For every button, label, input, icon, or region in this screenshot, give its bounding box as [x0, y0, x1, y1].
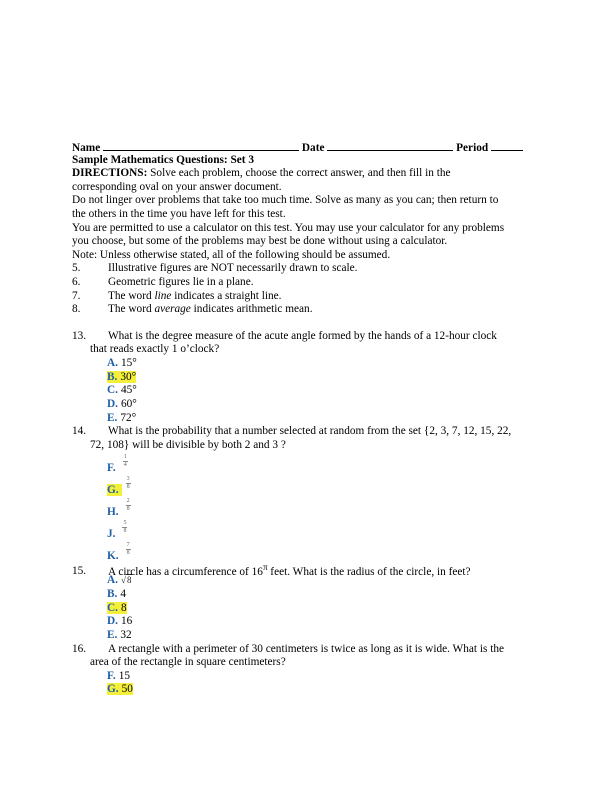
directions-line-3: Do not linger over problems that take too much time. Solve as many as you can; then return to [72, 194, 499, 207]
fraction: $\frac{1}{4}$ [123, 454, 127, 469]
page-title: Sample Mathematics Questions: Set 3 [72, 153, 254, 166]
question-stem-cont: that reads exactly 1 o’clock? [90, 343, 220, 356]
date-label: Date [301, 142, 325, 154]
answer-choice-f[interactable]: F. $\frac{1}{4}$ [107, 454, 127, 474]
header-line [72, 140, 542, 154]
answer-choice-b[interactable]: B. 4 [107, 587, 127, 600]
answer-choice-d[interactable]: D. 60° [107, 397, 137, 410]
directions-label: DIRECTIONS: [72, 167, 148, 180]
answer-choice-c[interactable]: C. 8 [107, 601, 127, 614]
question-stem: 13. What is the degree measure of the acute angle formed by the hands of a 12-hour clock [72, 329, 497, 342]
question-15 [72, 561, 542, 643]
period-blank [491, 140, 523, 151]
note-item: 5. Illustrative figures are NOT necessarily drawn to scale. [72, 262, 358, 275]
directions-line-7: Note: Unless otherwise stated, all of the following should be assumed. [72, 248, 391, 261]
answer-choice-c[interactable]: C. 45° [107, 384, 137, 397]
date-blank [327, 140, 453, 151]
fraction: $\frac{5}{8}$ [123, 520, 127, 535]
question-stem-cont: area of the rectangle in square centimeters? [90, 656, 286, 669]
note-item: 7. The word line indicates a straight line. [72, 289, 282, 302]
directions-line-1: DIRECTIONS: Solve each problem, choose the correct answer, and then fill in the [72, 167, 451, 180]
answer-choice-e[interactable]: E. 32 [107, 628, 132, 641]
note-item: 6. Geometric figures lie in a plane. [72, 275, 254, 288]
answer-choice-g[interactable]: G. 50 [107, 683, 133, 696]
fraction: $\frac{7}{8}$ [126, 542, 130, 557]
question-13 [72, 330, 542, 426]
directions-line-4: the others in the time you have left for this test. [72, 207, 286, 220]
question-16 [72, 643, 542, 698]
fraction: $\frac{2}{8}$ [126, 498, 130, 513]
answer-choice-h[interactable]: H. $\frac{2}{8}$ [107, 498, 130, 518]
directions-line-6: you choose, but some of the problems may best be done without using a calculator. [72, 235, 448, 248]
fraction: $\frac{3}{8}$ [126, 476, 130, 491]
question-stem: 16. A rectangle with a perimeter of 30 centimeters is twice as long as it is wide. What is the [72, 642, 505, 655]
worksheet-page [72, 140, 542, 697]
answer-choice-d[interactable]: D. 16 [107, 615, 133, 628]
answer-choice-a[interactable]: A. 15° [107, 356, 137, 369]
period-label: Period [456, 142, 489, 154]
answer-choice-f[interactable]: F. 15 [107, 669, 130, 682]
question-stem: 15. A circle has a circumference of $16^\pi$ feet. What is the radius of the circle, in feet? [72, 561, 471, 578]
question-stem-cont: 72, 108} will be divisible by both 2 and 3 ? [90, 438, 286, 451]
name-blank [103, 140, 299, 151]
answer-choice-a[interactable]: A. √8 [107, 574, 132, 587]
directions-line-2: corresponding oval on your answer document. [72, 180, 282, 193]
name-label: Name [72, 142, 101, 154]
answer-choice-j[interactable]: J. $\frac{5}{8}$ [107, 520, 127, 540]
answer-choice-e[interactable]: E. 72° [107, 411, 137, 424]
sqrt-symbol: √8 [120, 575, 132, 586]
question-14 [72, 425, 542, 560]
pi-symbol: π [262, 561, 268, 572]
note-item: 8. The word average indicates arithmetic mean. [72, 303, 313, 316]
directions-line-5: You are permitted to use a calculator on this test. You may use your calculator for any problems [72, 221, 505, 234]
answer-choice-b[interactable]: B. 30° [107, 370, 137, 383]
answer-choice-g[interactable]: G. $\frac{3}{8}$ [107, 476, 130, 496]
answer-choice-k[interactable]: K. $\frac{7}{8}$ [107, 542, 130, 562]
question-stem: 14. What is the probability that a number selected at random from the set {2, 3, 7, 12, 15, 22, [72, 425, 512, 438]
